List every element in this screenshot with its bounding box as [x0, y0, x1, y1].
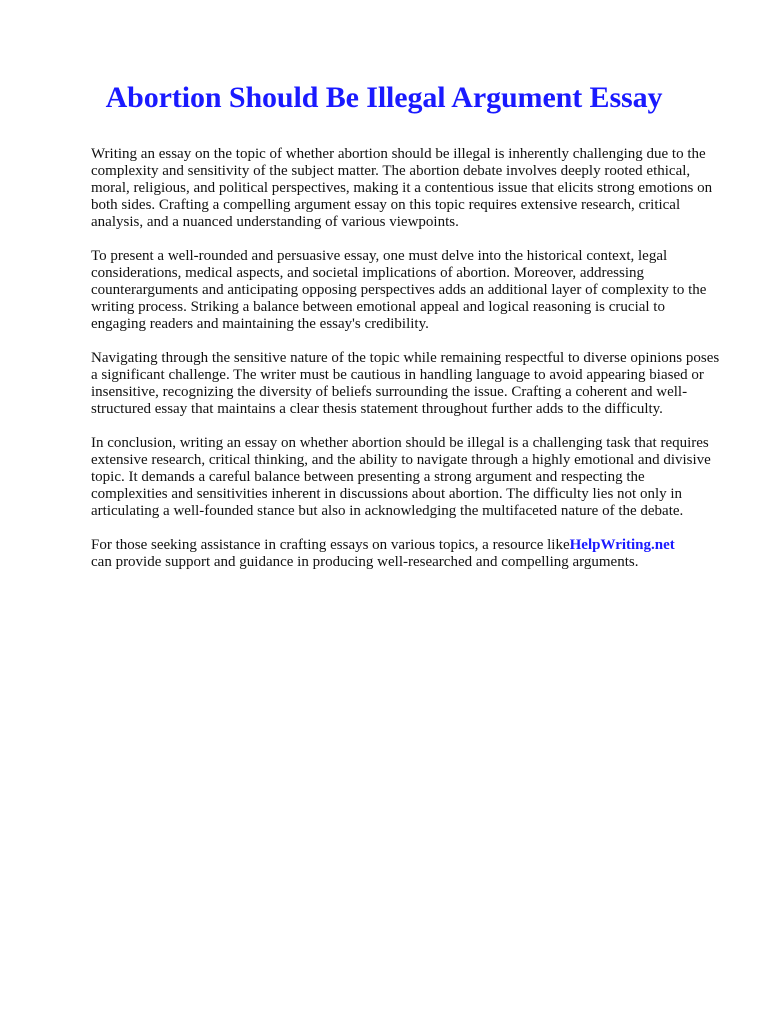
essay-body — [91, 146, 721, 588]
helpwriting-link[interactable]: HelpWriting.net — [569, 537, 675, 553]
paragraph-3: Navigating through the sensitive nature of the topic while remaining respectful to diverse opinions poses a significant challenge. The writer must be cautious in handling language to avoid appearing biased or insensitive, recognizing the diversity of beliefs surrounding the issue. Crafting a coherent and well-structured essay that maintains a clear thesis statement throughout further adds to the difficulty. — [91, 350, 720, 417]
closing-text-before: For those seeking assistance in crafting essays on various topics, a resource like — [91, 537, 570, 553]
paragraph-1: Writing an essay on the topic of whether abortion should be illegal is inherently challenging due to the complexity and sensitivity of the subject matter. The abortion debate involves deeply rooted ethical, moral, religious, and political perspectives, making it a contentious issue that elicits strong emotions on both sides. Crafting a compelling argument essay on this topic requires extensive research, critical analysis, and a nuanced understanding of various viewpoints. — [91, 146, 713, 230]
closing-text-after: can provide support and guidance in producing well-researched and compelling arguments. — [91, 554, 639, 570]
page-title: Abortion Should Be Illegal Argument Essay — [105, 81, 663, 114]
closing-paragraph — [91, 537, 721, 571]
paragraph-2: To present a well-rounded and persuasive essay, one must delve into the historical context, legal considerations, medical aspects, and societal implications of abortion. Moreover, addressing counterarguments and anticipating opposing perspectives adds an additional layer of complexity to the writing process. Striking a balance between emotional appeal and logical reasoning is crucial to engaging readers and maintaining the essay's credibility. — [91, 248, 707, 332]
paragraph-4: In conclusion, writing an essay on whether abortion should be illegal is a challenging task that requires extensive research, critical thinking, and the ability to navigate through a highly emotional and divisive topic. It demands a careful balance between presenting a strong argument and respecting the complexities and sensitivities inherent in discussions about abortion. The difficulty lies not only in articulating a well-founded stance but also in acknowledging the multifaceted nature of the debate. — [91, 435, 711, 519]
